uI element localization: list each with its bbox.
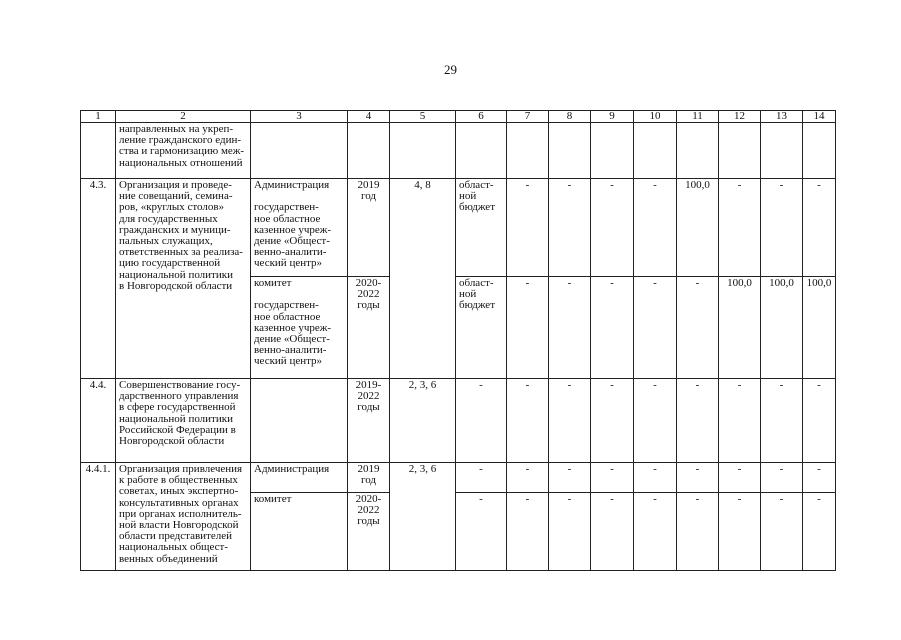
value-cell: - bbox=[803, 379, 836, 463]
value-cell: - bbox=[719, 493, 761, 571]
col-header: 8 bbox=[549, 111, 591, 123]
value-cell: - bbox=[634, 463, 677, 493]
value-cell: - bbox=[803, 179, 836, 277]
value-cell: - bbox=[507, 277, 549, 379]
page-number: 29 bbox=[444, 62, 457, 77]
value-cell: - bbox=[677, 493, 719, 571]
col-header: 4 bbox=[348, 111, 390, 123]
funding-source: област- ной бюджет bbox=[456, 179, 507, 277]
value-cell: - bbox=[634, 493, 677, 571]
measure-number: 4.4. bbox=[81, 379, 116, 463]
value-cell: - bbox=[549, 463, 591, 493]
col-header: 11 bbox=[677, 111, 719, 123]
col-header: 6 bbox=[456, 111, 507, 123]
value-cell: - bbox=[507, 493, 549, 571]
value-cell: - bbox=[761, 463, 803, 493]
value-cell: - bbox=[549, 277, 591, 379]
executor: комитет государствен- ное областное казенное учреж- дение «Общест- венно-аналити- ческий центр» bbox=[251, 277, 348, 379]
value-cell: - bbox=[677, 463, 719, 493]
table-row bbox=[81, 379, 836, 463]
period: 2019- 2022 годы bbox=[348, 379, 390, 463]
value-cell: - bbox=[719, 179, 761, 277]
target-indicators: 2, 3, 6 bbox=[390, 379, 456, 463]
col-header: 5 bbox=[390, 111, 456, 123]
target-indicators: 4, 8 bbox=[390, 179, 456, 379]
col-header: 14 bbox=[803, 111, 836, 123]
value-cell: - bbox=[549, 379, 591, 463]
measure-number: 4.4.1. bbox=[81, 463, 116, 571]
measure-number: 4.3. bbox=[81, 179, 116, 379]
value-cell: - bbox=[507, 463, 549, 493]
col-header: 10 bbox=[634, 111, 677, 123]
value-cell: 100,0 bbox=[677, 179, 719, 277]
measure-text: Организация и проведе- ние совещаний, семина- ров, «круглых столов» для государственных гражданских и муници- пальных служащих, ответственных за реализа- цию государственной национальной политики в Новгородской области bbox=[116, 179, 251, 379]
value-cell: - bbox=[634, 179, 677, 277]
table-row bbox=[81, 179, 836, 277]
table-row bbox=[81, 123, 836, 179]
value-cell: - bbox=[761, 179, 803, 277]
value-cell: - bbox=[677, 379, 719, 463]
period: 2019 год bbox=[348, 463, 390, 493]
executor bbox=[251, 379, 348, 463]
col-header: 12 bbox=[719, 111, 761, 123]
funding-source: - bbox=[456, 463, 507, 493]
funding-source: област- ной бюджет bbox=[456, 277, 507, 379]
value-cell: 100,0 bbox=[803, 277, 836, 379]
executor: Администрация bbox=[251, 463, 348, 493]
value-cell: - bbox=[803, 493, 836, 571]
value-cell: - bbox=[634, 277, 677, 379]
value-cell: 100,0 bbox=[719, 277, 761, 379]
table-row bbox=[81, 463, 836, 493]
col-header: 7 bbox=[507, 111, 549, 123]
funding-source: - bbox=[456, 493, 507, 571]
value-cell: 100,0 bbox=[761, 277, 803, 379]
period: 2020- 2022 годы bbox=[348, 493, 390, 571]
funding-source: - bbox=[456, 379, 507, 463]
period: 2019 год bbox=[348, 179, 390, 277]
value-cell: - bbox=[803, 463, 836, 493]
value-cell: - bbox=[761, 379, 803, 463]
value-cell: - bbox=[719, 379, 761, 463]
measure-text: направленных на укреп- ление гражданского един- ства и гармонизацию меж- национальных отношений bbox=[116, 123, 251, 179]
value-cell: - bbox=[761, 493, 803, 571]
value-cell: - bbox=[634, 379, 677, 463]
value-cell: - bbox=[507, 179, 549, 277]
executor: Администрация государствен- ное областное казенное учреж- дение «Общест- венно-аналити- ческий центр» bbox=[251, 179, 348, 277]
col-header: 3 bbox=[251, 111, 348, 123]
col-header: 1 bbox=[81, 111, 116, 123]
value-cell: - bbox=[591, 277, 634, 379]
col-header: 13 bbox=[761, 111, 803, 123]
target-indicators: 2, 3, 6 bbox=[390, 463, 456, 571]
period: 2020- 2022 годы bbox=[348, 277, 390, 379]
value-cell: - bbox=[591, 179, 634, 277]
value-cell: - bbox=[549, 179, 591, 277]
col-header: 9 bbox=[591, 111, 634, 123]
value-cell: - bbox=[591, 493, 634, 571]
measure-text: Совершенствование госу- дарственного управления в сфере государственной национальной политики Российской Федерации в Новгородской области bbox=[116, 379, 251, 463]
measure-text: Организация привлечения к работе в общественных советах, иных экспертно- консультативных органах при органах исполнитель- ной власти Новгородской области представителей национальных общест- венных объединений bbox=[116, 463, 251, 571]
value-cell: - bbox=[507, 379, 549, 463]
header-row bbox=[81, 111, 836, 123]
measures-table bbox=[80, 110, 836, 571]
value-cell: - bbox=[591, 463, 634, 493]
value-cell: - bbox=[549, 493, 591, 571]
value-cell: - bbox=[719, 463, 761, 493]
value-cell: - bbox=[677, 277, 719, 379]
col-header: 2 bbox=[116, 111, 251, 123]
value-cell: - bbox=[591, 379, 634, 463]
executor: комитет bbox=[251, 493, 348, 571]
